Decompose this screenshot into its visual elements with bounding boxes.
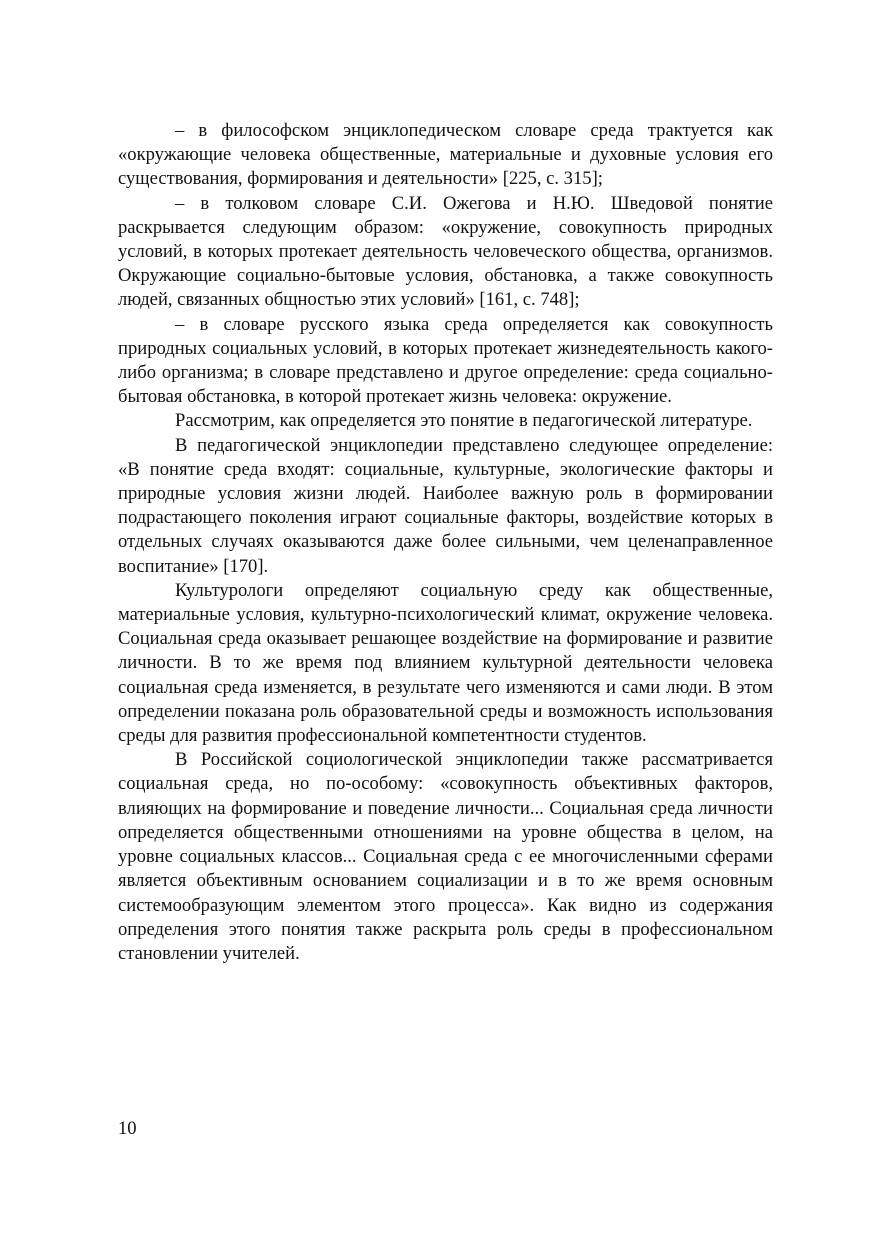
page-number: 10 — [118, 1118, 137, 1139]
paragraph-culturologists: Культурологи определяют социальную среду как общественные, материальные условия, культурно-психологический климат, окружение человека. Социальная среда оказывает решающее воздействие на формирование и развитие личности. В то же время под влиянием культурной деятельности человека социальная среда изменяется, в результате чего изменяются и сами люди. В этом определении показана роль образовательной среды и возможность использования среды для развития профессиональной компетентности студентов. — [118, 579, 773, 747]
paragraph-ozhegov-dictionary: – в толковом словаре С.И. Ожегова и Н.Ю. Шведовой понятие раскрывается следующим образом: «окружение, совокупность природных условий, в которых протекает деятельность человеческого общества, организмов. Окружающие социально-бытовые условия, обстановка, а также совокупность людей, связанных общностью этих условий» [161, с. 748]; — [118, 192, 773, 311]
body-text — [118, 119, 773, 966]
paragraph-sociological-encyclopedia: В Российской социологической энциклопедии также рассматривается социальная среда, но по-особому: «совокупность объективных факторов, влияющих на формирование и поведение личности... Социальная среда личности определяется общественными отношениями на уровне общества в целом, на уровне социальных классов... Социальная среда с ее многочисленными сферами является объективным основанием социализации и в то же время основным системообразующим элементом этого процесса». Как видно из содержания определения этого понятия также раскрыта роль среды в профессиональном становлении учителей. — [118, 749, 773, 964]
paragraph-pedagogical-literature: Рассмотрим, как определяется это понятие в педагогической литературе. — [175, 410, 753, 432]
paragraph-pedagogical-encyclopedia: В педагогической энциклопедии представлено следующее определение: «В понятие среда входят: социальные, культурные, экологические факторы и природные условия жизни людей. Наиболее важную роль в формировании подрастающего поколения играют социальные факторы, воздействие которых в отдельных случаях оказываются даже более сильными, чем целенаправленное воспитание» [170]. — [118, 434, 773, 577]
paragraph-philosophical-dictionary: – в философском энциклопедическом словаре среда трактуется как «окружающие человека общественные, материальные и духовные условия его существования, формирования и деятельности» [225, с. 315]; — [118, 120, 773, 190]
paragraph-russian-language-dictionary: – в словаре русского языка среда определяется как совокупность природных социальных условий, в которых протекает жизнедеятельность какого-либо организма; в словаре представлено и другое определение: среда социально-бытовая обстановка, в которой протекает жизнь человека: окружение. — [118, 313, 773, 408]
